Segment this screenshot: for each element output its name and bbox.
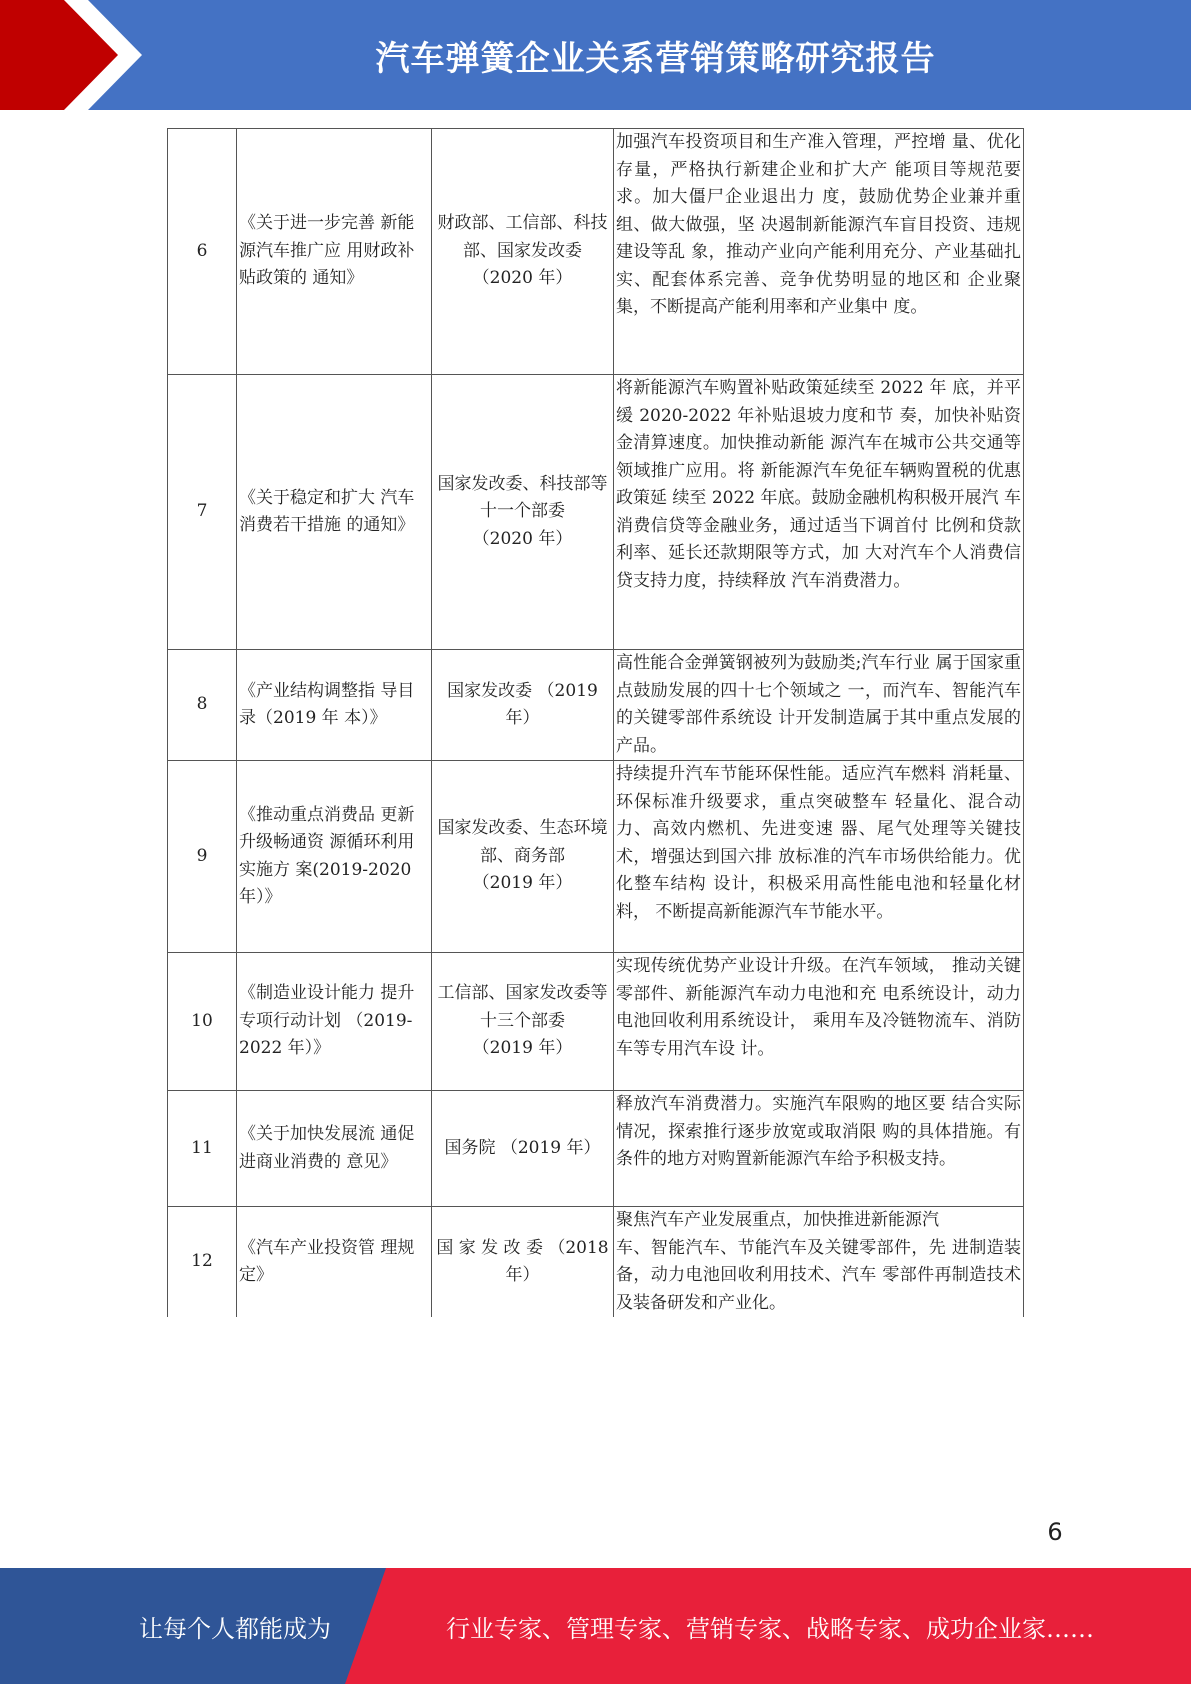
- issuing-department: 国家发改委 （2019 年）: [432, 650, 614, 761]
- row-number: 11: [168, 1091, 237, 1207]
- row-number: 6: [168, 129, 237, 375]
- report-title: 汽车弹簧企业关系营销策略研究报告: [375, 38, 936, 79]
- page-footer: [0, 1568, 1191, 1684]
- table-row: [168, 1207, 1024, 1318]
- policy-name: 《制造业设计能力 提升专项行动计划 （2019-2022 年）》: [237, 953, 432, 1091]
- row-number: 8: [168, 650, 237, 761]
- policy-content: 释放汽车消费潜力。实施汽车限购的地区要 结合实际情况，探索推行逐步放宽或取消限 购的具体措施。有条件的地方对购置新能源汽车给予积极支持。: [614, 1091, 1024, 1207]
- table-row: [168, 1091, 1024, 1207]
- policy-name: 《关于加快发展流 通促进商业消费的 意见》: [237, 1091, 432, 1207]
- policy-content: 加强汽车投资项目和生产准入管理，严控增 量、优化存量，严格执行新建企业和扩大产 能项目等规范要求。加大僵尸企业退出力 度，鼓励优势企业兼并重组、做大做强，坚 决遏制新能源汽车盲目投资、违规建设等乱 象，推动产业向产能利用充分、产业基础扎 实、配套体系完善、竞争优势明显的地区和 企业聚集，不断提高产能利用率和产业集中 度。: [614, 129, 1024, 375]
- policy-name: 《关于稳定和扩大 汽车消费若干措施 的通知》: [237, 375, 432, 650]
- page-number: 6: [1047, 1518, 1063, 1546]
- row-number: 9: [168, 761, 237, 953]
- table-row: [168, 953, 1024, 1091]
- row-number: 12: [168, 1207, 237, 1318]
- policy-content: 实现传统优势产业设计升级。在汽车领域， 推动关键零部件、新能源汽车动力电池和充 电系统设计，动力电池回收利用系统设计， 乘用车及冷链物流车、消防车等专用汽车设 计。: [614, 953, 1024, 1091]
- policy-name: 《产业结构调整指 导目录（2019 年 本）》: [237, 650, 432, 761]
- policy-name: 《关于进一步完善 新能源汽车推广应 用财政补贴政策的 通知》: [237, 129, 432, 375]
- table-row: [168, 650, 1024, 761]
- issuing-department: 国家发改委、生态环境部、商务部 （2019 年）: [432, 761, 614, 953]
- policy-name: 《推动重点消费品 更新升级畅通资 源循环利用实施方 案(2019-2020 年）》: [237, 761, 432, 953]
- policy-content: 持续提升汽车节能环保性能。适应汽车燃料 消耗量、环保标准升级要求，重点突破整车 轻量化、混合动力、高效内燃机、先进变速 器、尾气处理等关键技术，增强达到国六排 放标准的汽车市场供给能力。优化整车结构 设计，积极采用高性能电池和轻量化材料， 不断提高新能源汽车节能水平。: [614, 761, 1024, 953]
- footer-slogan-right: 行业专家、管理专家、营销专家、战略专家、成功企业家……: [446, 1614, 1094, 1643]
- policy-content: 高性能合金弹簧钢被列为鼓励类;汽车行业 属于国家重点鼓励发展的四十七个领域之 一，而汽车、智能汽车的关键零部件系统设 计开发制造属于其中重点发展的产品。: [614, 650, 1024, 761]
- table-row: [168, 761, 1024, 953]
- table-row: [168, 375, 1024, 650]
- policy-name: 《汽车产业投资管 理规定》: [237, 1207, 432, 1318]
- table-row: [168, 129, 1024, 375]
- row-number: 10: [168, 953, 237, 1091]
- policy-table: [167, 128, 1024, 1317]
- policy-content: 聚焦汽车产业发展重点，加快推进新能源汽 车、智能汽车、节能汽车及关键零部件，先 进制造装备，动力电池回收利用技术、汽车 零部件再制造技术及装备研发和产业化。: [614, 1207, 1024, 1318]
- issuing-department: 国家发改委、科技部等十一个部委 （2020 年）: [432, 375, 614, 650]
- row-number: 7: [168, 375, 237, 650]
- header-arrow-decoration: [0, 0, 150, 110]
- issuing-department: 财政部、工信部、科技部、国家发改委 （2020 年）: [432, 129, 614, 375]
- issuing-department: 工信部、国家发改委等十三个部委 （2019 年）: [432, 953, 614, 1091]
- issuing-department: 国 家 发 改 委 （2018 年）: [432, 1207, 614, 1318]
- policy-content: 将新能源汽车购置补贴政策延续至 2022 年 底，并平缓 2020-2022 年补贴退坡力度和节 奏，加快补贴资金清算速度。加快推动新能 源汽车在城市公共交通等领域推广应用。将 新能源汽车免征车辆购置税的优惠政策延 续至 2022 年底。鼓励金融机构积极开展汽 车消费信贷等金融业务，通过适当下调首付 比例和贷款利率、延长还款期限等方式，加 大对汽车个人消费信贷支持力度，持续释放 汽车消费潜力。: [614, 375, 1024, 650]
- issuing-department: 国务院 （2019 年）: [432, 1091, 614, 1207]
- page-header: [0, 0, 1191, 110]
- footer-slogan-left: 让每个人都能成为: [139, 1614, 331, 1643]
